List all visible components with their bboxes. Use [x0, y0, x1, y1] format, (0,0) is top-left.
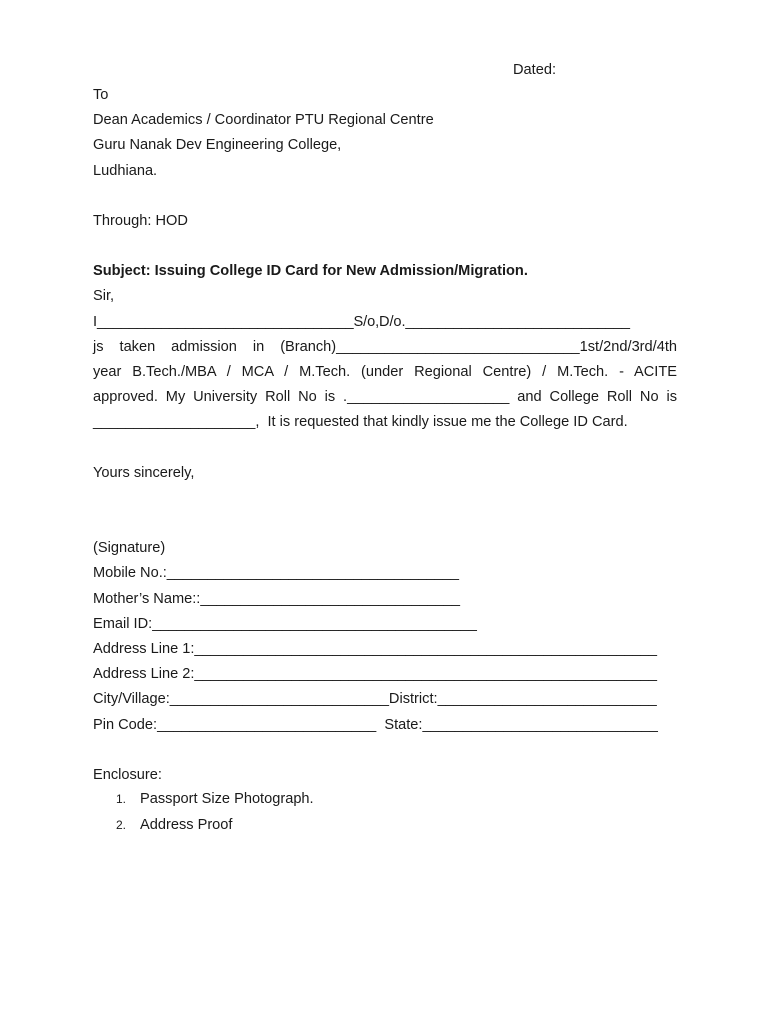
- through-line: Through: HOD: [93, 213, 188, 229]
- body-line-5: ____________________, It is requested that kindly issue me the College ID Card.: [93, 414, 628, 430]
- enclosure-heading: Enclosure:: [93, 767, 162, 783]
- recipient-line-1: Dean Academics / Coordinator PTU Regional Centre: [93, 112, 434, 128]
- body-line-1: I________________________________S/o,D/o.____________________________: [93, 314, 630, 330]
- salutation: Sir,: [93, 288, 115, 304]
- closing: Yours sincerely,: [93, 465, 195, 481]
- list-item: [116, 816, 314, 842]
- mother-name-field: Mother’s Name::________________________________: [93, 591, 461, 607]
- recipient-line-3: Ludhiana.: [93, 163, 158, 179]
- body-line-2: js taken admission in (Branch)______________________________1st/2nd/3rd/4th: [93, 339, 677, 355]
- recipient-to: To: [93, 87, 109, 103]
- pin-state-field: Pin Code:___________________________ State:_____________________________: [93, 717, 658, 733]
- list-item: [116, 790, 314, 816]
- body-line-4: approved. My University Roll No is .____________________ and College Roll No is: [93, 389, 677, 405]
- list-item-number: 2.: [116, 817, 127, 832]
- enclosure-list: [116, 790, 314, 841]
- recipient-line-2: Guru Nanak Dev Engineering College,: [93, 137, 342, 153]
- list-item-text: Passport Size Photograph.: [140, 791, 314, 807]
- city-district-field: City/Village:___________________________District:___________________________: [93, 691, 657, 707]
- address-line-2-field: Address Line 2:_________________________________________________________: [93, 666, 658, 682]
- list-item-text: Address Proof: [140, 816, 233, 833]
- signature-label: (Signature): [93, 540, 166, 556]
- dated-label: Dated:: [513, 62, 556, 78]
- address-line-1-field: Address Line 1:_________________________________________________________: [93, 641, 658, 657]
- mobile-field: Mobile No.:____________________________________: [93, 565, 459, 581]
- body-line-3: year B.Tech./MBA / MCA / M.Tech. (under Regional Centre) / M.Tech. - ACITE: [93, 364, 677, 380]
- email-field: Email ID:________________________________________: [93, 616, 477, 632]
- subject-line: Subject: Issuing College ID Card for New Admission/Migration.: [93, 263, 528, 279]
- list-item-number: 1.: [116, 792, 127, 806]
